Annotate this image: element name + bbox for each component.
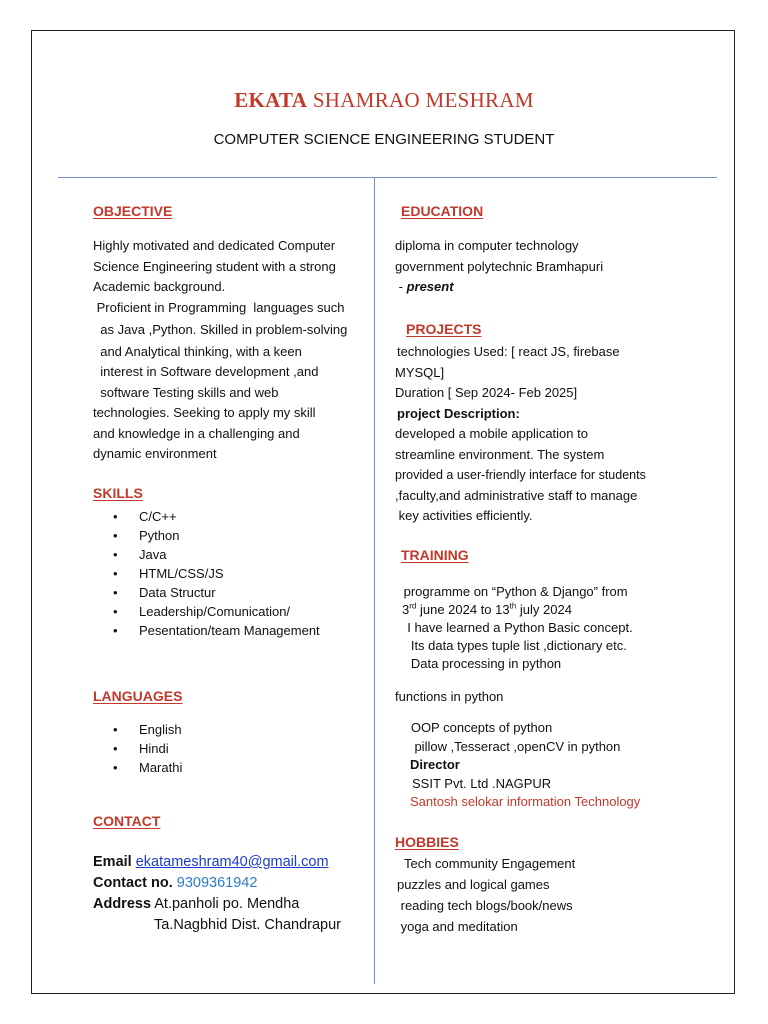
training-line: I have learned a Python Basic concept. bbox=[400, 620, 633, 635]
contact-heading: CONTACT bbox=[93, 813, 161, 829]
first-name: EKATA bbox=[234, 88, 308, 112]
email-row bbox=[93, 852, 341, 873]
education-line bbox=[395, 277, 603, 298]
address-line1: At.panholi po. Mendha bbox=[154, 896, 300, 912]
header-divider bbox=[58, 177, 717, 178]
skills-list bbox=[93, 507, 320, 640]
project-line: streamline environment. The system bbox=[395, 446, 605, 462]
education-text bbox=[395, 236, 603, 298]
surname: SHAMRAO MESHRAM bbox=[312, 88, 534, 112]
project-line: Duration [ Sep 2024- Feb 2025] bbox=[395, 385, 578, 400]
training-line: programme on “Python & Django” from bbox=[400, 584, 628, 599]
company-name-red: Santosh selokar information Technology bbox=[410, 794, 641, 809]
languages-heading: LANGUAGES bbox=[93, 688, 183, 704]
training-dates: 3rd june 2024 to 13th july 2024 bbox=[402, 601, 572, 617]
training-text bbox=[400, 583, 633, 673]
objective-line: technologies. Seeking to apply my skill bbox=[93, 405, 316, 420]
skill-item: • Data Structur bbox=[93, 583, 320, 602]
project-line: MYSQL] bbox=[395, 364, 445, 380]
skill-item: • C/C++ bbox=[93, 507, 320, 526]
email-link[interactable]: ekatameshram40@gmail.com bbox=[135, 854, 329, 870]
project-line: provided a user-friendly interface for students bbox=[395, 468, 646, 482]
project-line: developed a mobile application to bbox=[395, 426, 588, 441]
skill-item-continued bbox=[93, 621, 320, 640]
objective-line: Academic background. bbox=[93, 279, 226, 294]
objective-line: as Java ,Python. Skilled in problem-solving bbox=[93, 322, 348, 337]
project-line: key activities efficiently. bbox=[395, 508, 533, 523]
objective-line: and Analytical thinking, with a keen bbox=[93, 343, 302, 359]
objective-line: Proficient in Programming languages such bbox=[93, 299, 345, 315]
training-line: OOP concepts of python bbox=[400, 720, 553, 735]
skill-item: • Python bbox=[93, 526, 320, 545]
director-label: Director bbox=[410, 757, 460, 772]
objective-heading: OBJECTIVE bbox=[93, 203, 173, 219]
objective-line: and knowledge in a challenging and bbox=[93, 425, 300, 441]
candidate-title: COMPUTER SCIENCE ENGINEERING STUDENT bbox=[213, 131, 555, 148]
objective-line: interest in Software development ,and bbox=[93, 364, 319, 379]
education-line: government polytechnic Bramhapuri bbox=[395, 258, 604, 274]
objective-line: dynamic environment bbox=[93, 446, 217, 461]
skills-heading: SKILLS bbox=[93, 485, 143, 501]
phone-row bbox=[93, 873, 341, 894]
objective-text bbox=[93, 236, 347, 465]
contact-block bbox=[93, 852, 341, 936]
objective-line: Highly motivated and dedicated Computer bbox=[93, 238, 336, 253]
skill-item: • Leadership/Comunication/ bbox=[93, 602, 320, 621]
address-row bbox=[93, 894, 341, 915]
hobbies-list bbox=[397, 853, 575, 937]
education-dash: - bbox=[395, 279, 407, 294]
phone-label: Contact no. bbox=[93, 875, 173, 891]
skill-item: • Java bbox=[93, 545, 320, 564]
projects-heading: PROJECTS bbox=[406, 321, 482, 337]
address-row-2 bbox=[93, 915, 341, 936]
hobby-item: Tech community Engagement bbox=[397, 856, 576, 871]
project-desc-label: project Description: bbox=[397, 405, 520, 421]
language-item: • Marathi bbox=[93, 758, 182, 777]
education-line: diploma in computer technology bbox=[395, 238, 579, 253]
skill-item-text: Pesentation/team Management bbox=[139, 623, 320, 638]
training-functions: functions in python bbox=[395, 689, 504, 704]
language-item: • Hindi bbox=[93, 739, 182, 758]
training-line: pillow ,Tesseract ,openCV in python bbox=[400, 738, 621, 754]
hobby-item: yoga and meditation bbox=[397, 919, 518, 934]
candidate-name bbox=[0, 88, 768, 113]
company-name: SSIT Pvt. Ltd .NAGPUR bbox=[412, 775, 552, 791]
hobby-item: reading tech blogs/book/news bbox=[397, 898, 573, 913]
training-heading: TRAINING bbox=[401, 547, 469, 563]
address-line2: Ta.Nagbhid Dist. Chandrapur bbox=[154, 917, 341, 933]
training-line: Data processing in python bbox=[400, 656, 562, 671]
project-line: ,faculty,and administrative staff to manage bbox=[395, 487, 638, 503]
address-label: Address bbox=[93, 896, 152, 912]
email-label: Email bbox=[93, 854, 132, 870]
training-line: Its data types tuple list ,dictionary etc. bbox=[400, 638, 627, 653]
education-heading: EDUCATION bbox=[401, 203, 484, 219]
training-text-2 bbox=[400, 719, 640, 812]
phone-number: 9309361942 bbox=[176, 875, 258, 891]
hobbies-heading: HOBBIES bbox=[395, 834, 459, 850]
hobby-item: puzzles and logical games bbox=[397, 877, 550, 892]
education-status: present bbox=[406, 279, 454, 294]
column-divider bbox=[374, 178, 375, 984]
language-item: • English bbox=[93, 720, 182, 739]
languages-list bbox=[93, 720, 182, 777]
projects-text bbox=[395, 342, 646, 527]
project-line: technologies Used: [ react JS, firebase bbox=[397, 344, 620, 359]
objective-line: Science Engineering student with a strong bbox=[93, 258, 336, 274]
objective-line: software Testing skills and web bbox=[93, 384, 279, 400]
skill-item: • HTML/CSS/JS bbox=[93, 564, 320, 583]
